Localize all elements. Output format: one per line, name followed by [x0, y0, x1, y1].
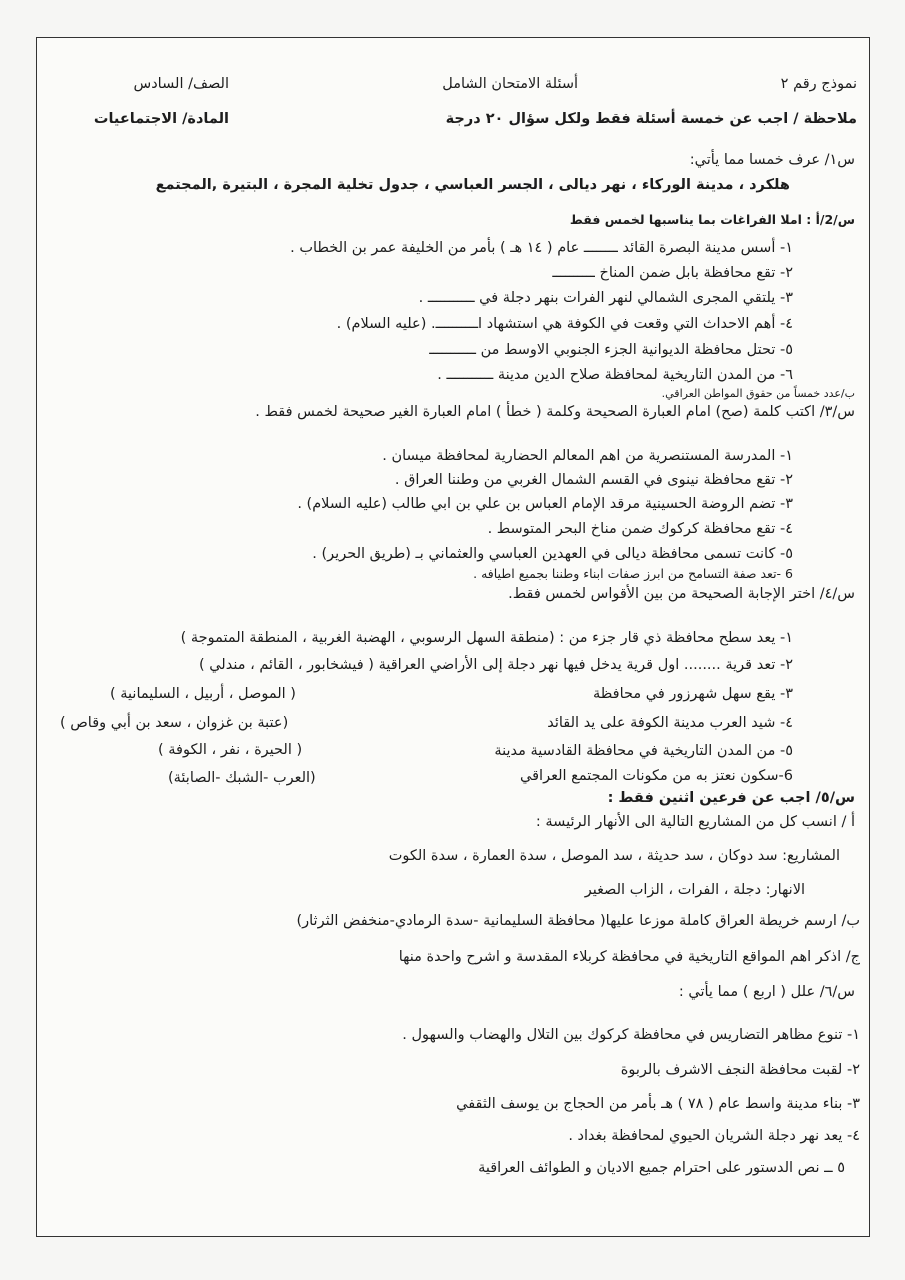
q2-title: س/2/أ : املا الفراغات بما يناسبها لخمس فقط — [569, 212, 855, 227]
q2-item-2: ٢- تقع محافظة بابل ضمن المناخ ــــــــــ — [552, 265, 793, 281]
q3-item-5: ٥- كانت تسمى محافظة ديالى في العهدين العباسي والعثماني بـ (طريق الحرير) . — [312, 546, 793, 562]
q2-item-6: ٦- من المدن التاريخية لمحافظة صلاح الدين مدينة ـــــــــــ . — [437, 367, 793, 383]
q2-item-4: ٤- أهم الاحداث التي وقعت في الكوفة هي استشهاد اــــــــــ. (عليه السلام) . — [336, 316, 793, 332]
q5-title: س/٥/ اجب عن فرعين اثنين فقط : — [607, 790, 855, 806]
q2-item-3: ٣- يلتقي المجرى الشمالي لنهر الفرات بنهر دجلة في ـــــــــــ . — [418, 290, 793, 306]
q6-item-2: ٢- لقبت محافظة النجف الاشرف بالربوة — [620, 1062, 860, 1078]
q5-projects: المشاريع: سد دوكان ، سد حديثة ، سد الموصل ، سدة العمارة ، سدة الكوت — [388, 848, 840, 864]
q4-title: س/٤/ اختر الإجابة الصحيحة من بين الأقواس لخمس فقط. — [508, 586, 855, 602]
grade-label: الصف/ السادس — [133, 76, 229, 92]
subject-label: المادة/ الاجتماعيات — [93, 111, 229, 127]
q3-item-4: ٤- تقع محافظة كركوك ضمن مناخ البحر المتوسط . — [487, 521, 793, 537]
q3-item-6: 6 -تعد صفة التسامح من ابرز صفات ابناء وطننا بجميع اطيافه . — [473, 566, 793, 581]
q3-item-3: ٣- تضم الروضة الحسينية مرقد الإمام العباس بن علي بن ابي طالب (عليه السلام) . — [297, 496, 793, 512]
q3-item-1: ١- المدرسة المستنصرية من اهم المعالم الحضارية لمحافظة ميسان . — [382, 448, 793, 464]
q4-options-5: ( الحيرة ، نفر ، الكوفة ) — [158, 742, 303, 758]
q6-item-1: ١- تنوع مظاهر التضاريس في محافظة كركوك بين التلال والهضاب والسهول . — [402, 1027, 860, 1043]
q5-part-c: ج/ اذكر اهم المواقع التاريخية في محافظة كربلاء المقدسة و اشرح واحدة منها — [398, 949, 860, 965]
q3-title: س/٣/ اكتب كلمة (صح) امام العبارة الصحيحة وكلمة ( خطأ ) امام العبارة الغير صحيحة لخمس فقط . — [255, 404, 855, 420]
q5-part-a: أ / انسب كل من المشاريع التالية الى الأنهار الرئيسة : — [535, 814, 855, 830]
q3-item-2: ٢- تقع محافظة نينوى في القسم الشمال الغربي من وطننا العراق . — [394, 472, 793, 488]
q2-item-1: ١- أسس مدينة البصرة القائد ــــــــ عام ( ١٤ هـ ) بأمر من الخليفة عمر بن الخطاب . — [290, 240, 793, 256]
q4-item-1: ١- يعد سطح محافظة ذي قار جزء من : (منطقة السهل الرسوبي ، الهضبة الغربية ، المنطقة المتموجة ) — [180, 630, 793, 646]
q1-title: س١/ عرف خمسا مما يأتي: — [689, 152, 855, 168]
q5-rivers: الانهار: دجلة ، الفرات ، الزاب الصغير — [584, 882, 805, 898]
exam-title: أسئلة الامتحان الشامل — [442, 76, 578, 92]
q4-options-3: ( الموصل ، أربيل ، السليمانية ) — [110, 686, 296, 702]
q4-options-4: (عتبة بن غزوان ، سعد بن أبي وقاص ) — [60, 715, 289, 731]
q5-part-b: ب/ ارسم خريطة العراق كاملة موزعا عليها( محافظة السليمانية -سدة الرمادي-منخفض الثرثار) — [296, 913, 860, 929]
q4-item-2: ٢- تعد قرية ........ اول قرية يدخل فيها نهر دجلة إلى الأراضي العراقية ( فيشخابور ، القائم ، مندلي ) — [198, 657, 793, 673]
q4-item-3: ٣- يقع سهل شهرزور في محافظة — [593, 686, 793, 702]
q6-title: س/٦/ علل ( اربع ) مما يأتي : — [678, 984, 855, 1000]
q6-item-4: ٤- يعد نهر دجلة الشريان الحيوي لمحافظة بغداد . — [568, 1128, 860, 1144]
q4-item-6: 6-سكون نعتز به من مكونات المجتمع العراقي — [520, 768, 793, 784]
q4-options-6: (العرب -الشبك -الصابئة) — [168, 770, 316, 786]
q2-part-b: ب/عدد خمساً من حقوق المواطن العراقي. — [661, 387, 855, 400]
exam-note: ملاحظة / اجب عن خمسة أسئلة فقط ولكل سؤال ٢٠ درجة — [445, 111, 857, 127]
model-number: نموذج رقم ٢ — [780, 76, 857, 92]
q6-item-3: ٣- بناء مدينة واسط عام ( ٧٨ ) هـ بأمر من الحجاج بن يوسف الثقفي — [456, 1096, 860, 1112]
q6-item-5: ٥ ــ نص الدستور على احترام جميع الاديان و الطوائف العراقية — [478, 1160, 845, 1176]
q4-item-4: ٤- شيد العرب مدينة الكوفة على يد القائد — [547, 715, 793, 731]
q4-item-5: ٥- من المدن التاريخية في محافظة القادسية مدينة — [494, 743, 793, 759]
q2-item-5: ٥- تحتل محافظة الديوانية الجزء الجنوبي الاوسط من ـــــــــــ — [429, 342, 793, 358]
q1-terms: هلكرد ، مدينة الوركاء ، نهر ديالى ، الجسر العباسي ، جدول تخلية المجرة ، البتيرة ,المجتمع — [155, 177, 790, 193]
